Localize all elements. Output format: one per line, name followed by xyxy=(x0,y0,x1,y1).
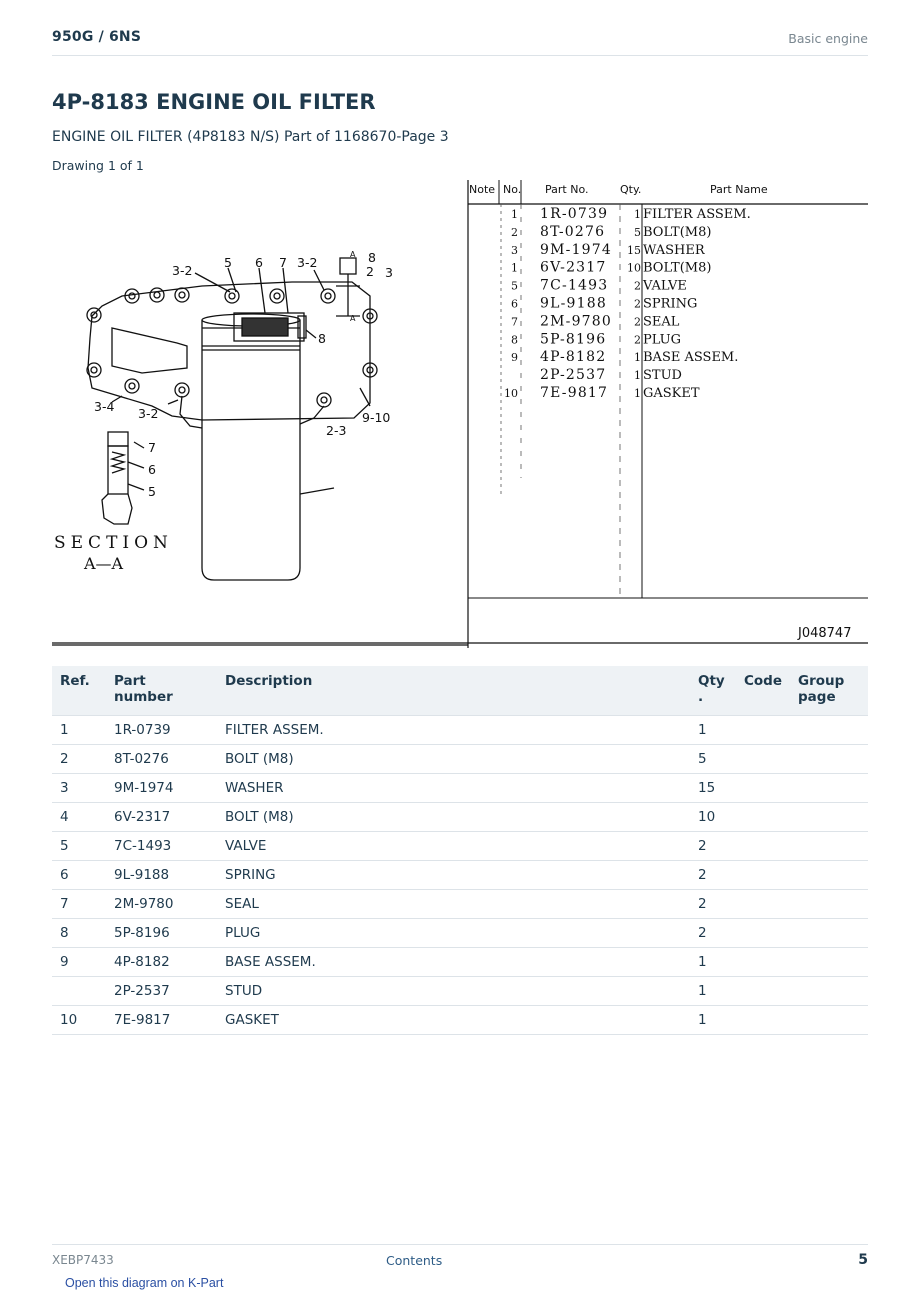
cell-ref: 4 xyxy=(52,803,106,832)
cell-qty: 2 xyxy=(690,890,736,919)
cell-description: BOLT (M8) xyxy=(217,803,690,832)
section-label: SECTION xyxy=(54,533,173,553)
drawing-table-qty: 15 xyxy=(627,243,641,257)
drawing-table-no: 3 xyxy=(511,243,518,257)
page-subtitle: ENGINE OIL FILTER (4P8183 N/S) Part of 1168670-Page 3 xyxy=(52,129,449,145)
footer-doc-id: XEBP7433 xyxy=(52,1253,114,1267)
cell-part-number: 7E-9817 xyxy=(106,1006,217,1035)
header-divider xyxy=(52,55,868,56)
callout-label: 3-4 xyxy=(94,399,115,414)
table-row xyxy=(52,919,868,948)
cell-description: SPRING xyxy=(217,861,690,890)
drawing-id: J048747 xyxy=(798,626,852,641)
drawing-table-qty: 10 xyxy=(627,261,641,275)
callout-label: 6 xyxy=(255,255,263,270)
header-code: Code xyxy=(744,673,783,689)
header-qty xyxy=(690,666,736,716)
drawing-table-part-no: 9M-1974 xyxy=(540,241,613,258)
drawing-table-part-no: 7E-9817 xyxy=(540,385,609,401)
callout-label: 3-2 xyxy=(138,406,159,421)
cell-qty: 1 xyxy=(690,977,736,1006)
drawing-table-no: 2 xyxy=(511,225,518,239)
drawing-table-no: 5 xyxy=(511,279,518,293)
drawing-table-part-no: 2M-9780 xyxy=(540,313,613,330)
drawing-table-part-no: 9L-9188 xyxy=(540,295,607,312)
cell-group-page xyxy=(790,919,868,948)
cell-group-page xyxy=(790,948,868,977)
cell-description: BOLT (M8) xyxy=(217,745,690,774)
cell-group-page xyxy=(790,803,868,832)
open-diagram-link[interactable]: Open this diagram on K-Part xyxy=(65,1276,224,1290)
drawing-table-part-no: 6V-2317 xyxy=(540,259,607,276)
drawing-table-qty: 2 xyxy=(634,315,641,329)
drawing-table-part-no: 8T-0276 xyxy=(540,223,606,240)
cell-code xyxy=(736,716,790,745)
parts-diagram xyxy=(52,178,868,648)
cell-part-number: 6V-2317 xyxy=(106,803,217,832)
cell-ref: 7 xyxy=(52,890,106,919)
cell-part-number: 2M-9780 xyxy=(106,890,217,919)
drawing-table-no: 7 xyxy=(511,315,518,329)
table-row xyxy=(52,803,868,832)
cell-code xyxy=(736,919,790,948)
table-row xyxy=(52,716,868,745)
cell-code xyxy=(736,861,790,890)
cell-code xyxy=(736,977,790,1006)
cell-qty: 2 xyxy=(690,919,736,948)
cell-group-page xyxy=(790,745,868,774)
cell-group-page xyxy=(790,890,868,919)
cell-qty: 2 xyxy=(690,832,736,861)
drawing-table-no: 10 xyxy=(504,387,518,400)
cell-ref: 8 xyxy=(52,919,106,948)
callout-label: 7 xyxy=(148,440,156,455)
drawing-table-header-part-name: Part Name xyxy=(710,183,768,196)
callout-label: 5 xyxy=(148,484,156,499)
footer-divider xyxy=(52,1244,868,1245)
cell-group-page xyxy=(790,716,868,745)
drawing-table-no: 6 xyxy=(511,297,518,311)
drawing-table-name: STUD xyxy=(643,368,682,384)
cell-part-number: 9M-1974 xyxy=(106,774,217,803)
table-row xyxy=(52,977,868,1006)
drawing-table-name: VALVE xyxy=(643,278,687,294)
drawing-table-no: 1 xyxy=(511,208,518,221)
cell-group-page xyxy=(790,1006,868,1035)
cell-group-page xyxy=(790,832,868,861)
cell-ref: 2 xyxy=(52,745,106,774)
callout-label: 8 xyxy=(318,331,326,346)
cell-ref: 5 xyxy=(52,832,106,861)
table-row xyxy=(52,832,868,861)
callout-label: 2-3 xyxy=(326,423,347,438)
cell-ref: 10 xyxy=(52,1006,106,1035)
callout-labels xyxy=(54,250,393,573)
drawing-table-qty: 1 xyxy=(634,369,641,383)
callout-label: 3-2 xyxy=(297,255,318,270)
table-row xyxy=(52,890,868,919)
cell-ref: 3 xyxy=(52,774,106,803)
cell-ref: 6 xyxy=(52,861,106,890)
drawing-table-name: BASE ASSEM. xyxy=(643,350,739,366)
cell-qty: 10 xyxy=(690,803,736,832)
footer-contents-link[interactable]: Contents xyxy=(386,1253,443,1268)
cell-description: STUD xyxy=(217,977,690,1006)
header-description: Description xyxy=(225,673,313,689)
callout-label: 7 xyxy=(279,255,287,270)
drawing-table-part-no: 1R-0739 xyxy=(540,206,609,222)
cell-ref xyxy=(52,977,106,1006)
oil-filter-illustration xyxy=(87,258,377,580)
cell-part-number: 5P-8196 xyxy=(106,919,217,948)
callout-label: 3 xyxy=(385,265,393,280)
cell-part-number: 4P-8182 xyxy=(106,948,217,977)
callout-label: A xyxy=(350,250,356,259)
cell-description: SEAL xyxy=(217,890,690,919)
header-part-number: Part number xyxy=(114,673,173,705)
cell-code xyxy=(736,803,790,832)
drawing-table-header-part-no: Part No. xyxy=(545,183,589,196)
drawing-table-no: 1 xyxy=(511,261,518,275)
drawing-table-part-no: 2P-2537 xyxy=(540,367,607,384)
cell-description: GASKET xyxy=(217,1006,690,1035)
cell-part-number: 2P-2537 xyxy=(106,977,217,1006)
drawing-table-name: GASKET xyxy=(643,386,700,401)
cell-code xyxy=(736,1006,790,1035)
callout-label: 3-2 xyxy=(172,263,193,278)
cell-qty: 15 xyxy=(690,774,736,803)
cell-code xyxy=(736,890,790,919)
drawing-table-part-no: 4P-8182 xyxy=(540,349,607,366)
cell-part-number: 9L-9188 xyxy=(106,861,217,890)
table-row xyxy=(52,861,868,890)
drawing-table-qty: 5 xyxy=(634,225,641,239)
cell-description: VALVE xyxy=(217,832,690,861)
cell-description: PLUG xyxy=(217,919,690,948)
drawing-table-name: SPRING xyxy=(643,296,698,312)
drawing-table-header-no: No. xyxy=(503,183,522,196)
drawing-table-no: 9 xyxy=(511,351,518,365)
callout-label: 5 xyxy=(224,255,232,270)
cell-group-page xyxy=(790,861,868,890)
cell-qty: 1 xyxy=(690,716,736,745)
drawing-table-header-qty: Qty. xyxy=(620,183,642,196)
footer-page-number: 5 xyxy=(858,1252,868,1268)
section-aa-label: A—A xyxy=(84,554,124,573)
cell-ref: 9 xyxy=(52,948,106,977)
header-qty-text: Qty xyxy=(698,673,725,689)
drawing-table-qty: 2 xyxy=(634,333,641,347)
header-ref: Ref. xyxy=(60,673,90,689)
drawing-table-name: FILTER ASSEM. xyxy=(643,207,751,222)
drawing-table-qty: 2 xyxy=(634,279,641,293)
drawing-table-name: BOLT(M8) xyxy=(643,260,712,276)
page-title: 4P-8183 ENGINE OIL FILTER xyxy=(52,90,376,114)
parts-table xyxy=(52,666,868,1035)
cell-code xyxy=(736,774,790,803)
cell-qty: 2 xyxy=(690,861,736,890)
drawing-label: Drawing 1 of 1 xyxy=(52,158,144,173)
cell-description: WASHER xyxy=(217,774,690,803)
drawing-table-header-note: Note xyxy=(469,183,496,196)
table-row xyxy=(52,745,868,774)
parts-table-header xyxy=(52,666,868,716)
table-row xyxy=(52,1006,868,1035)
cell-code xyxy=(736,745,790,774)
cell-qty: 5 xyxy=(690,745,736,774)
cell-part-number: 7C-1493 xyxy=(106,832,217,861)
callout-label: A xyxy=(350,314,356,323)
callout-label: 6 xyxy=(148,462,156,477)
drawing-parts-table xyxy=(468,180,868,648)
cell-qty: 1 xyxy=(690,948,736,977)
drawing-table-name: SEAL xyxy=(643,314,680,330)
callout-label: 9-10 xyxy=(362,410,391,425)
cell-ref: 1 xyxy=(52,716,106,745)
callout-label: 8 xyxy=(368,250,376,265)
drawing-table-qty: 1 xyxy=(634,387,641,400)
drawing-table-part-no: 7C-1493 xyxy=(540,277,609,294)
cell-code xyxy=(736,948,790,977)
header-group-page: Group page xyxy=(798,673,845,705)
cell-part-number: 1R-0739 xyxy=(106,716,217,745)
drawing-table-qty: 1 xyxy=(634,208,641,221)
header-section: Basic engine xyxy=(788,31,868,46)
drawing-table-qty: 2 xyxy=(634,297,641,311)
drawing-table-name: WASHER xyxy=(643,242,705,258)
table-row xyxy=(52,774,868,803)
cell-qty: 1 xyxy=(690,1006,736,1035)
cell-group-page xyxy=(790,774,868,803)
drawing-table-name: PLUG xyxy=(643,332,682,348)
cell-part-number: 8T-0276 xyxy=(106,745,217,774)
drawing-table-name: BOLT(M8) xyxy=(643,224,712,240)
drawing-table-qty: 1 xyxy=(634,351,641,365)
cell-description: BASE ASSEM. xyxy=(217,948,690,977)
drawing-table-part-no: 5P-8196 xyxy=(540,331,607,348)
header-qty-dot: . xyxy=(698,689,704,705)
drawing-table-no: 8 xyxy=(511,333,518,347)
cell-group-page xyxy=(790,977,868,1006)
table-row xyxy=(52,948,868,977)
header-model: 950G / 6NS xyxy=(52,29,142,45)
callout-label: 2 xyxy=(366,264,374,279)
cell-description: FILTER ASSEM. xyxy=(217,716,690,745)
cell-code xyxy=(736,832,790,861)
